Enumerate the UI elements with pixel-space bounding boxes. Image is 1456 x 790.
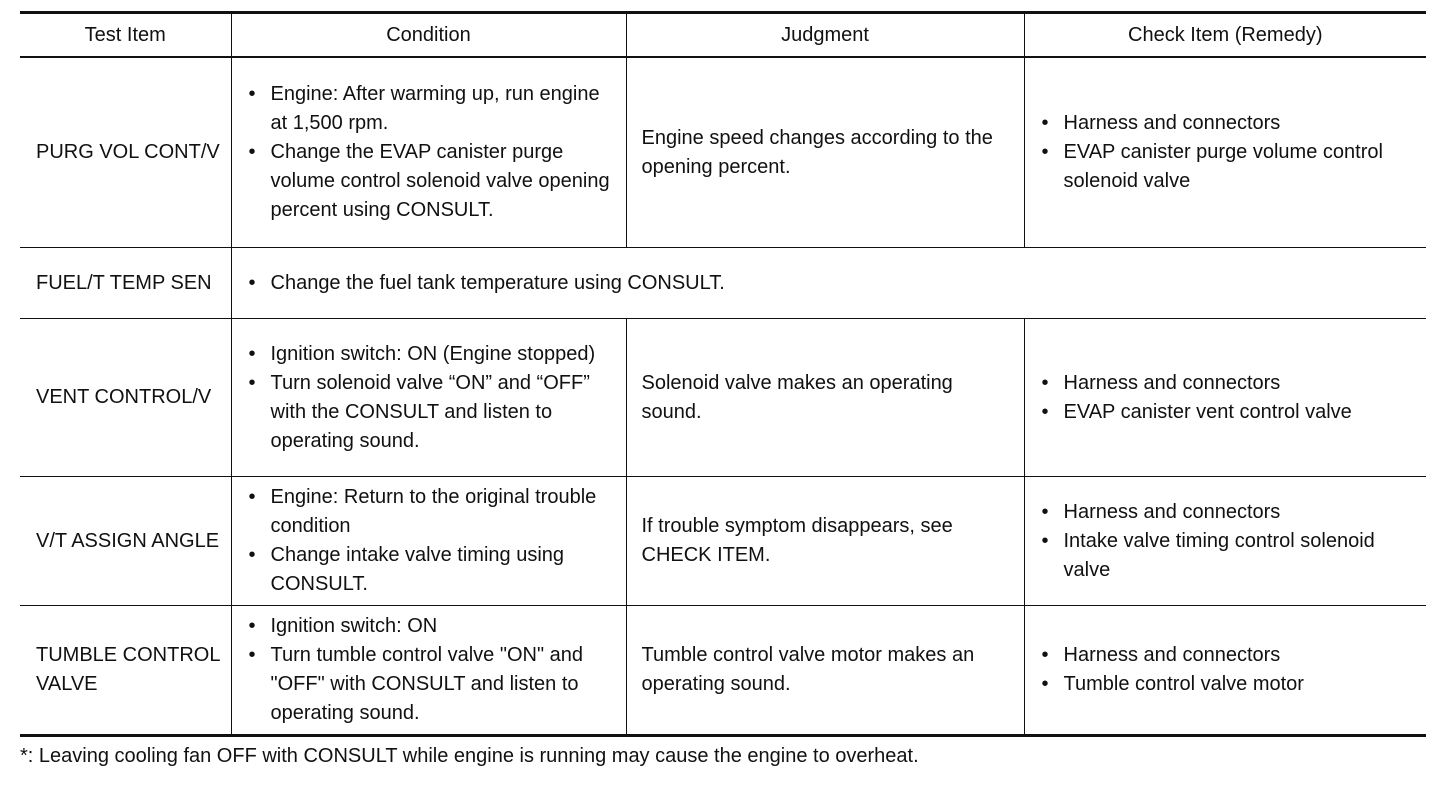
test-item-cell: FUEL/T TEMP SEN — [20, 248, 231, 319]
table-row — [20, 57, 1426, 248]
condition-text: Ignition switch: ON — [270, 615, 438, 637]
check-item-text: Harness and connectors — [1063, 112, 1281, 134]
footnote: *: Leaving cooling fan OFF with CONSULT while engine is running may cause the engine to overheat. — [20, 745, 919, 767]
condition-text: Engine: After warming up, run engine at 1,500 rpm. — [270, 83, 600, 134]
condition-text: Change the fuel tank temperature using CONSULT. — [270, 271, 725, 294]
check-item — [1040, 109, 1417, 138]
condition-item — [247, 541, 616, 599]
condition-text: Turn tumble control valve "ON" and "OFF" with CONSULT and listen to operating sound. — [270, 644, 583, 724]
table-row — [20, 606, 1426, 736]
judgment-cell: Tumble control valve motor makes an operating sound. — [626, 606, 1024, 736]
test-item-cell: TUMBLE CONTROL VALVE — [20, 606, 231, 736]
header-judgment: Judgment — [626, 13, 1024, 58]
condition-item — [247, 340, 616, 369]
check-item — [1040, 498, 1417, 527]
condition-text: Change intake valve timing using CONSULT. — [270, 544, 565, 595]
condition-text: Change the EVAP canister purge volume control solenoid valve opening percent using CONSULT. — [270, 141, 610, 221]
condition-cell — [231, 248, 1426, 319]
condition-item — [247, 369, 616, 456]
active-test-table — [20, 11, 1426, 737]
condition-cell — [231, 57, 626, 248]
condition-cell — [231, 319, 626, 477]
bullet-icon: • — [1041, 673, 1049, 695]
judgment-cell: Engine speed changes according to the opening percent. — [626, 57, 1024, 248]
bullet-icon: • — [1041, 529, 1049, 552]
check-item-cell — [1024, 57, 1426, 248]
check-item-text: EVAP canister purge volume control solenoid valve — [1063, 141, 1383, 192]
check-item — [1040, 369, 1417, 398]
table-row — [20, 477, 1426, 606]
bullet-icon: • — [1041, 400, 1049, 423]
header-condition: Condition — [231, 13, 626, 58]
check-item-cell — [1024, 319, 1426, 477]
bullet-icon: • — [248, 615, 256, 637]
check-item-text: Intake valve timing control solenoid valve — [1063, 529, 1375, 581]
check-item — [1040, 670, 1417, 699]
bullet-icon: • — [248, 644, 256, 666]
check-item — [1040, 138, 1417, 196]
bullet-icon: • — [1041, 500, 1049, 523]
header-test-item: Test Item — [20, 13, 231, 58]
check-item-text: Tumble control valve motor — [1063, 673, 1304, 695]
condition-item — [247, 269, 1417, 298]
condition-text: Engine: Return to the original trouble condition — [270, 486, 597, 537]
table-header-row — [20, 13, 1426, 58]
table-row — [20, 248, 1426, 319]
check-item — [1040, 398, 1417, 427]
condition-item — [247, 80, 616, 138]
check-item-cell — [1024, 477, 1426, 606]
test-item-cell: VENT CONTROL/V — [20, 319, 231, 477]
bullet-icon: • — [1041, 141, 1049, 163]
judgment-cell: Solenoid valve makes an operating sound. — [626, 319, 1024, 477]
condition-item — [247, 138, 616, 225]
judgment-cell: If trouble symptom disappears, see CHECK ITEM. — [626, 477, 1024, 606]
condition-item — [247, 612, 616, 641]
condition-cell — [231, 477, 626, 606]
check-item-cell — [1024, 606, 1426, 736]
check-item — [1040, 527, 1417, 585]
check-item-text: EVAP canister vent control valve — [1063, 400, 1352, 423]
bullet-icon: • — [1041, 644, 1049, 666]
condition-cell — [231, 606, 626, 736]
test-item-cell: V/T ASSIGN ANGLE — [20, 477, 231, 606]
check-item — [1040, 641, 1417, 670]
bullet-icon: • — [248, 371, 256, 394]
condition-item — [247, 483, 616, 541]
test-item-cell: PURG VOL CONT/V — [20, 57, 231, 248]
condition-text: Ignition switch: ON (Engine stopped) — [270, 342, 596, 365]
bullet-icon: • — [1041, 371, 1049, 394]
bullet-icon: • — [248, 342, 256, 365]
bullet-icon: • — [248, 544, 256, 566]
check-item-text: Harness and connectors — [1063, 500, 1281, 523]
bullet-icon: • — [248, 141, 256, 163]
bullet-icon: • — [248, 486, 256, 508]
table-row — [20, 319, 1426, 477]
bullet-icon: • — [248, 83, 256, 105]
check-item-text: Harness and connectors — [1063, 371, 1281, 394]
bullet-icon: • — [248, 271, 256, 294]
check-item-text: Harness and connectors — [1063, 644, 1281, 666]
header-check-item: Check Item (Remedy) — [1024, 13, 1426, 58]
bullet-icon: • — [1041, 112, 1049, 134]
condition-item — [247, 641, 616, 728]
condition-text: Turn solenoid valve “ON” and “OFF” with the CONSULT and listen to operating sound. — [270, 371, 590, 452]
